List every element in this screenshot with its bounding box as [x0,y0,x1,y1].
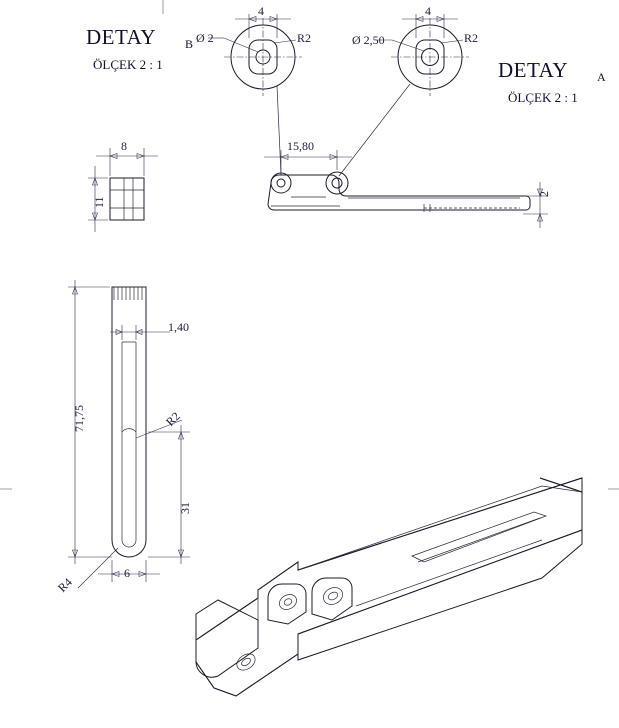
detail-a-diameter: Ø 2,50 [352,33,385,47]
detail-b-width: 4 [258,4,264,18]
detail-b-scale: ÖLÇEK 2 : 1 [93,57,163,72]
detail-b-title: DETAY [86,25,157,49]
detail-a-title: DETAY [498,58,569,82]
front-view-tip-width-dim: 6 [124,566,130,580]
detail-a-radius: R2 [464,31,479,45]
end-view [88,148,158,232]
detail-a-width: 4 [425,4,431,18]
side-view-hole-spacing-dim: 15,80 [287,139,314,153]
detail-a-letter: A [597,70,606,84]
front-view-length-dim: 71,75 [72,405,86,432]
front-view-slot-length-dim: 31 [178,502,192,514]
isometric-view [196,478,582,696]
front-view-top-radius-dim: R2 [163,409,183,429]
detail-b-letter: B [185,37,194,51]
front-view-bottom-radius-dim: R4 [55,575,75,595]
front-view-slot-width-dim: 1,40 [168,320,189,334]
end-view-width-dim: 8 [121,139,127,153]
detail-a-scale: ÖLÇEK 2 : 1 [508,90,578,105]
detail-b-radius: R2 [297,31,312,45]
detail-b-diameter: Ø 2 [196,31,214,45]
side-view [264,150,548,228]
end-view-height-dim: 11 [92,196,106,208]
side-view-thickness-dim: 2 [537,191,551,197]
